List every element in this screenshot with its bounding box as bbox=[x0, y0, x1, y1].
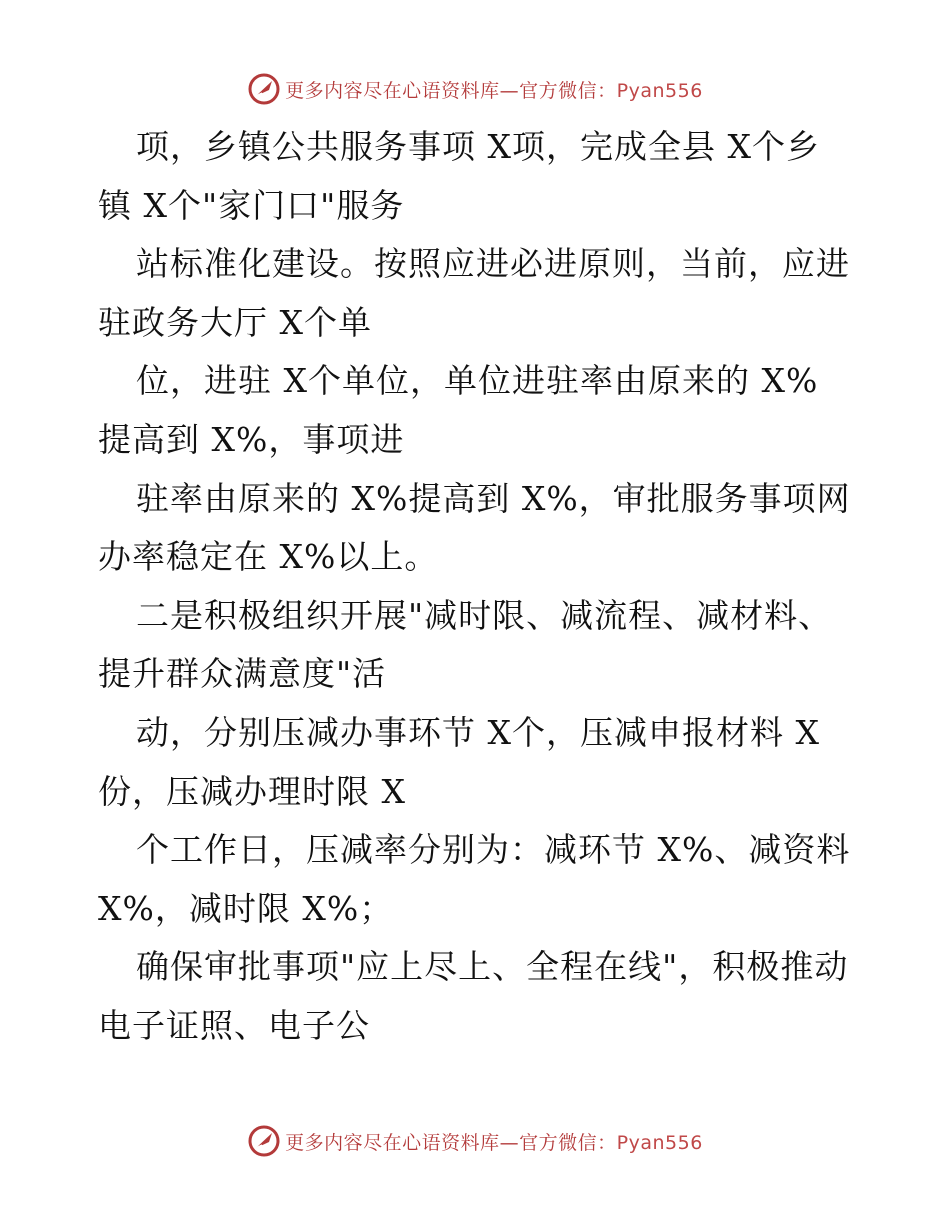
watermark-wechat-id: Pyan556 bbox=[616, 1131, 703, 1154]
watermark-text bbox=[285, 76, 703, 103]
body-line: 驻政务大厅 X个单 bbox=[98, 302, 372, 342]
header-watermark bbox=[0, 72, 950, 106]
body-line: 动，分别压减办事环节 X个，压减申报材料 X bbox=[136, 712, 820, 752]
body-line: 电子证照、电子公 bbox=[98, 1005, 370, 1045]
body-line: 二是积极组织开展"减时限、减流程、减材料、 bbox=[136, 595, 833, 635]
body-line: 提升群众满意度"活 bbox=[98, 654, 387, 694]
body-line: 站标准化建设。按照应进必进原则，当前，应进 bbox=[136, 244, 850, 284]
watermark-text-cn: 更多内容尽在心语资料库—官方微信： bbox=[285, 79, 617, 102]
footer-watermark bbox=[0, 1124, 950, 1158]
watermark-text bbox=[285, 1128, 703, 1155]
body-line: 驻率由原来的 X%提高到 X%，审批服务事项网 bbox=[136, 478, 851, 518]
body-line: 位，进驻 X个单位，单位进驻率由原来的 X% bbox=[136, 361, 819, 401]
body-line: 项，乡镇公共服务事项 X项，完成全县 X个乡 bbox=[136, 127, 820, 166]
body-line: 份，压减办理时限 X bbox=[98, 771, 406, 811]
quill-logo-icon bbox=[247, 1124, 281, 1158]
watermark-wechat-id: Pyan556 bbox=[616, 79, 703, 102]
body-line: 提高到 X%，事项进 bbox=[98, 419, 405, 459]
quill-logo-icon bbox=[247, 72, 281, 106]
body-line: 个工作日，压减率分别为：减环节 X%、减资料 bbox=[136, 830, 851, 870]
body-line: 镇 X个"家门口"服务 bbox=[98, 185, 405, 225]
watermark-text-cn: 更多内容尽在心语资料库—官方微信： bbox=[285, 1131, 617, 1154]
document-body bbox=[98, 118, 858, 1056]
body-line: X%，减时限 X%； bbox=[98, 888, 394, 928]
body-line: 确保审批事项"应上尽上、全程在线"，积极推动 bbox=[136, 947, 849, 987]
body-line: 办率稳定在 X%以上。 bbox=[98, 537, 439, 577]
